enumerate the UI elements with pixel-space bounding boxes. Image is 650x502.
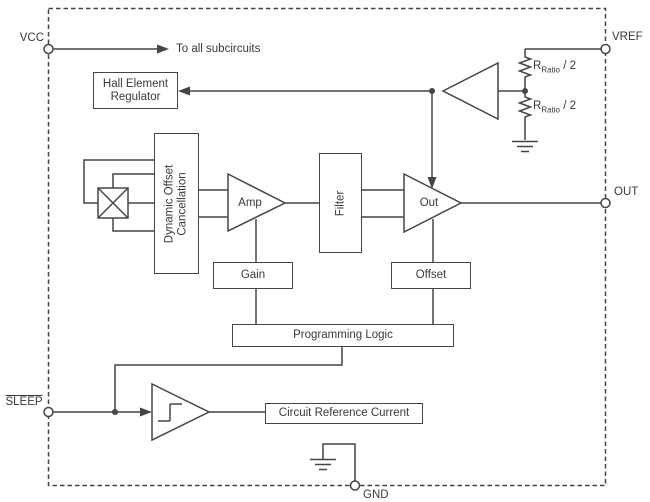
resistor-top-label <box>533 60 576 76</box>
arrowhead-hall-regulator-icon <box>178 87 190 96</box>
resistor-symbol: R <box>533 100 542 112</box>
resistor-subscript: Ratio <box>541 65 560 75</box>
arrowhead-schmitt-icon <box>140 408 152 417</box>
block-circuit-reference-current: Circuit Reference Current <box>265 403 423 424</box>
pin-label-vref: VREF <box>612 31 643 43</box>
block-hall-element-regulator: Hall Element Regulator <box>93 72 178 109</box>
pin-label-vcc: VCC <box>19 32 44 44</box>
ground-vref-icon <box>512 142 538 152</box>
junction-dot <box>429 88 435 94</box>
resistor-bottom-label <box>533 100 576 116</box>
resistor-rratio-top-icon <box>520 49 531 91</box>
resistor-suffix: / 2 <box>560 100 576 112</box>
amp-label: Amp <box>238 197 262 209</box>
block-programming-logic: Programming Logic <box>232 324 454 347</box>
block-label: Dynamic Offset Cancellation <box>163 164 189 243</box>
terminal-vcc <box>44 45 53 54</box>
block-dynamic-offset-cancellation <box>154 133 199 274</box>
ground-gnd-icon <box>310 460 336 470</box>
pin-label-sleep: SLEEP <box>5 396 43 408</box>
terminal-out <box>601 199 610 208</box>
block-offset: Offset <box>391 262 471 289</box>
block-gain: Gain <box>213 262 293 289</box>
vref-buffer-triangle <box>443 63 498 119</box>
out-amp-label: Out <box>419 197 439 209</box>
terminal-vref <box>601 45 610 54</box>
block-label: Filter <box>334 190 346 216</box>
resistor-symbol: R <box>533 60 542 72</box>
annotation-to-all-subcircuits: To all subcircuits <box>176 43 261 55</box>
resistor-subscript: Ratio <box>541 105 560 115</box>
resistor-rratio-bottom-icon <box>520 91 531 140</box>
sleep-schmitt-trigger <box>152 384 209 440</box>
pin-label-gnd: GND <box>363 489 389 501</box>
hall-plate-icon <box>98 188 128 218</box>
pin-label-out: OUT <box>614 186 639 198</box>
resistor-suffix: / 2 <box>560 60 576 72</box>
wire-hall-bottom <box>113 218 154 231</box>
wire-gnd <box>323 444 355 481</box>
junction-dot <box>522 88 528 94</box>
terminal-gnd <box>351 481 360 490</box>
arrowhead-subcircuits-icon <box>157 45 169 54</box>
wire-hall-top <box>113 174 154 188</box>
junction-dot <box>112 409 118 415</box>
terminal-sleep <box>44 408 53 417</box>
block-filter <box>319 153 362 253</box>
